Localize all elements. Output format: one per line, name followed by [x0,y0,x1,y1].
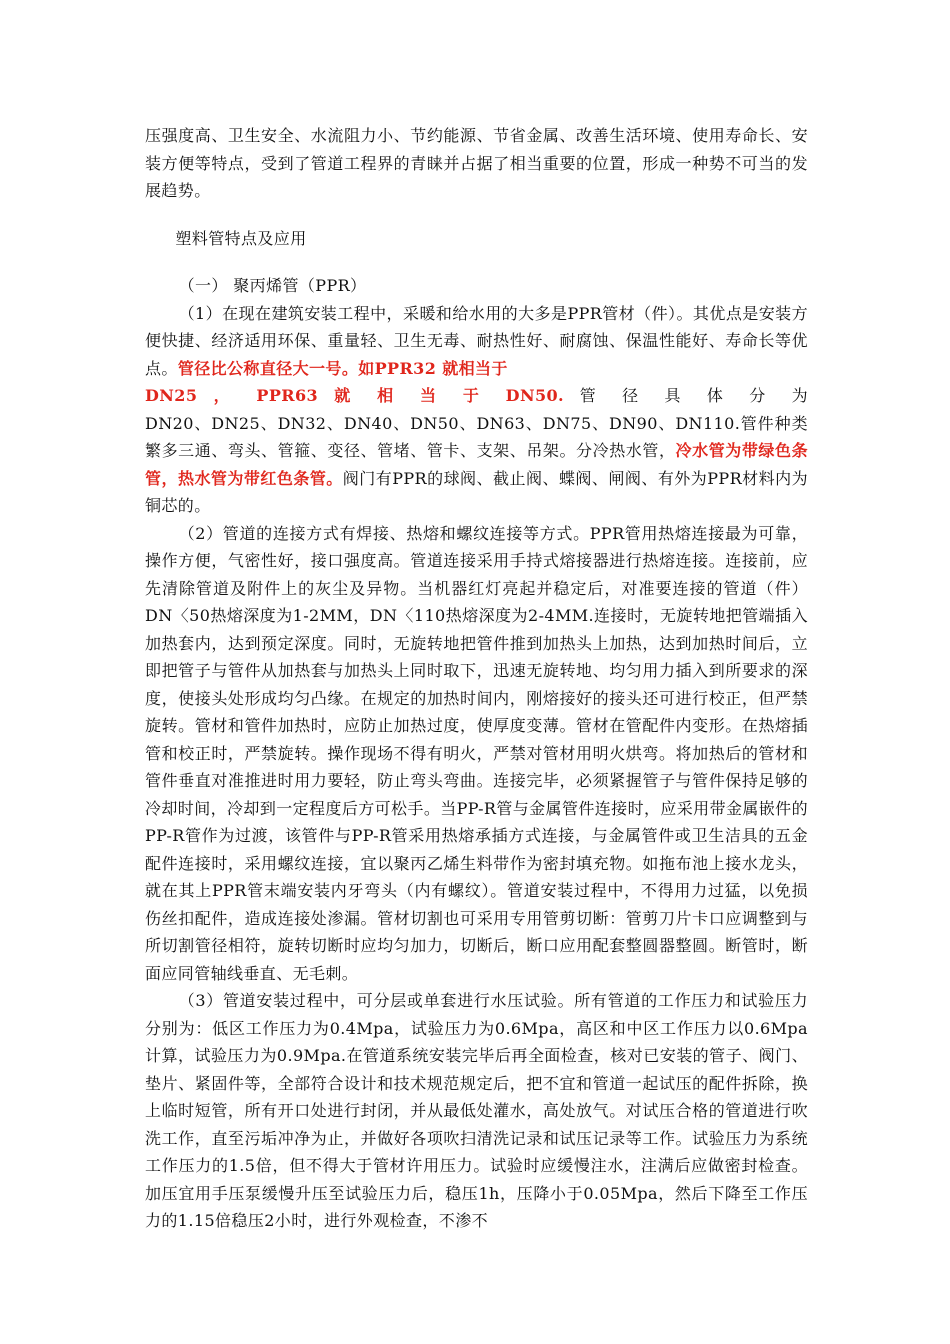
p1-highlight-color: 冷水管为带绿色条管，热水管为带红色条管。 [145,441,808,488]
p1-text-a: （1）在现在建筑安装工程中，采暖和给水用的大多是PPR管材（件）。其优点是安装方便快捷、经济适用环保、重量轻、卫生无毒、耐热性好、耐腐蚀、保温性能好、寿命长等优点。 [145,303,808,378]
paragraph-3: （3）管道安装过程中，可分层或单套进行水压试验。所有管道的工作压力和试验压力分别为：低区工作压力为0.4Mpa，试验压力为0.6Mpa，高区和中区工作压力以0.6Mpa计算，试验压力为0.9Mpa.在管道系统安装完毕后再全面检查，核对已安装的管子、阀门、垫片、紧固件等，全部符合设计和技术规范规定后，把不宜和管道一起试压的配件拆除，换上临时短管，所有开口处进行封闭，并从最低处灌水，高处放气。对试压合格的管道进行吹洗工作，直至污垢冲净为止，并做好各项吹扫清洗记录和试压记录等工作。试验压力为系统工作压力的1.5倍，但不得大于管材许用压力。试验时应缓慢注水，注满后应做密封检查。加压宜用手压泵缓慢升压至试验压力后，稳压1h，压降小于0.05Mpa，然后下降至工作压力的1.15倍稳压2小时，进行外观检查，不渗不 [145,991,808,1230]
subsection-title: （一） 聚丙烯管（PPR） [178,276,367,295]
p1-text-g: 阀门有PPR的球阀、截止阀、蝶阀、闸阀、有外为PPR材料内为铜芯的。 [145,468,808,515]
p1-highlight-diameter: 管径比公称直径大一号。如PPR32 就相当于 [177,358,508,378]
section-heading: 塑料管特点及应用 [175,228,307,248]
p1-text-d: 管 径 具 体 分 为 [564,386,808,405]
intro-paragraph: 压强度高、卫生安全、水流阻力小、节约能源、节省金属、改善生活环境、使用寿命长、安装方便等特点，受到了管道工程界的青睐并占据了相当重要的位置，形成一种势不可当的发展趋势。 [145,126,808,200]
paragraph-1-continued [145,410,808,520]
p1-text-e: DN20、DN25、DN32、DN40、DN50、DN63、DN75、DN90、DN110.管件种类繁多三通、弯头、管箍、变径、管堵、管卡、支架、吊架。分冷热水管， [145,413,808,460]
p1-highlight-dn: DN25 ， PPR63 就 相 当 于 DN50. [145,386,565,405]
paragraph-1-spread-line [145,382,808,410]
document-page [145,122,808,1235]
paragraph-1 [145,300,808,383]
paragraph-2: （2）管道的连接方式有焊接、热熔和螺纹连接等方式。PPR管用热熔连接最为可靠，操作方便，气密性好，接口强度高。管道连接采用手持式熔接器进行热熔连接。连接前，应先清除管道及附件上的灰尘及异物。当机器红灯亮起并稳定后，对准要连接的管道（件）DN〈50热熔深度为1-2MM，DN〈110热熔深度为2-4MM.连接时，无旋转地把管端插入加热套内，达到预定深度。同时，无旋转地把管件推到加热头上加热，达到加热时间后，立即把管子与管件从加热套与加热头上同时取下，迅速无旋转地、均匀用力插入到所要求的深度，使接头处形成均匀凸缘。在规定的加热时间内，刚熔接好的接头还可进行校正，但严禁旋转。管材和管件加热时，应防止加热过度，使厚度变薄。管材在管配件内变形。在热熔插管和校正时，严禁旋转。操作现场不得有明火，严禁对管材用明火烘弯。将加热后的管材和管件垂直对准推进时用力要轻，防止弯头弯曲。连接完毕，必须紧握管子与管件保持足够的冷却时间，冷却到一定程度后方可松手。当PP-R管与金属管件连接时，应采用带金属嵌件的PP-R管作为过渡，该管件与PP-R管采用热熔承插方式连接，与金属管件或卫生洁具的五金配件连接时，采用螺纹连接，宜以聚丙乙烯生料带作为密封填充物。如拖布池上接水龙头，就在其上PPR管末端安装内牙弯头（内有螺纹）。管道安装过程中，不得用力过猛，以免损伤丝扣配件，造成连接处渗漏。管材切割也可采用专用管剪切断：管剪刀片卡口应调整到与所切割管径相符，旋转切断时应均匀加力，切断后，断口应用配套整圆器整圆。断管时，断面应同管轴线垂直、无毛刺。 [145,523,808,983]
